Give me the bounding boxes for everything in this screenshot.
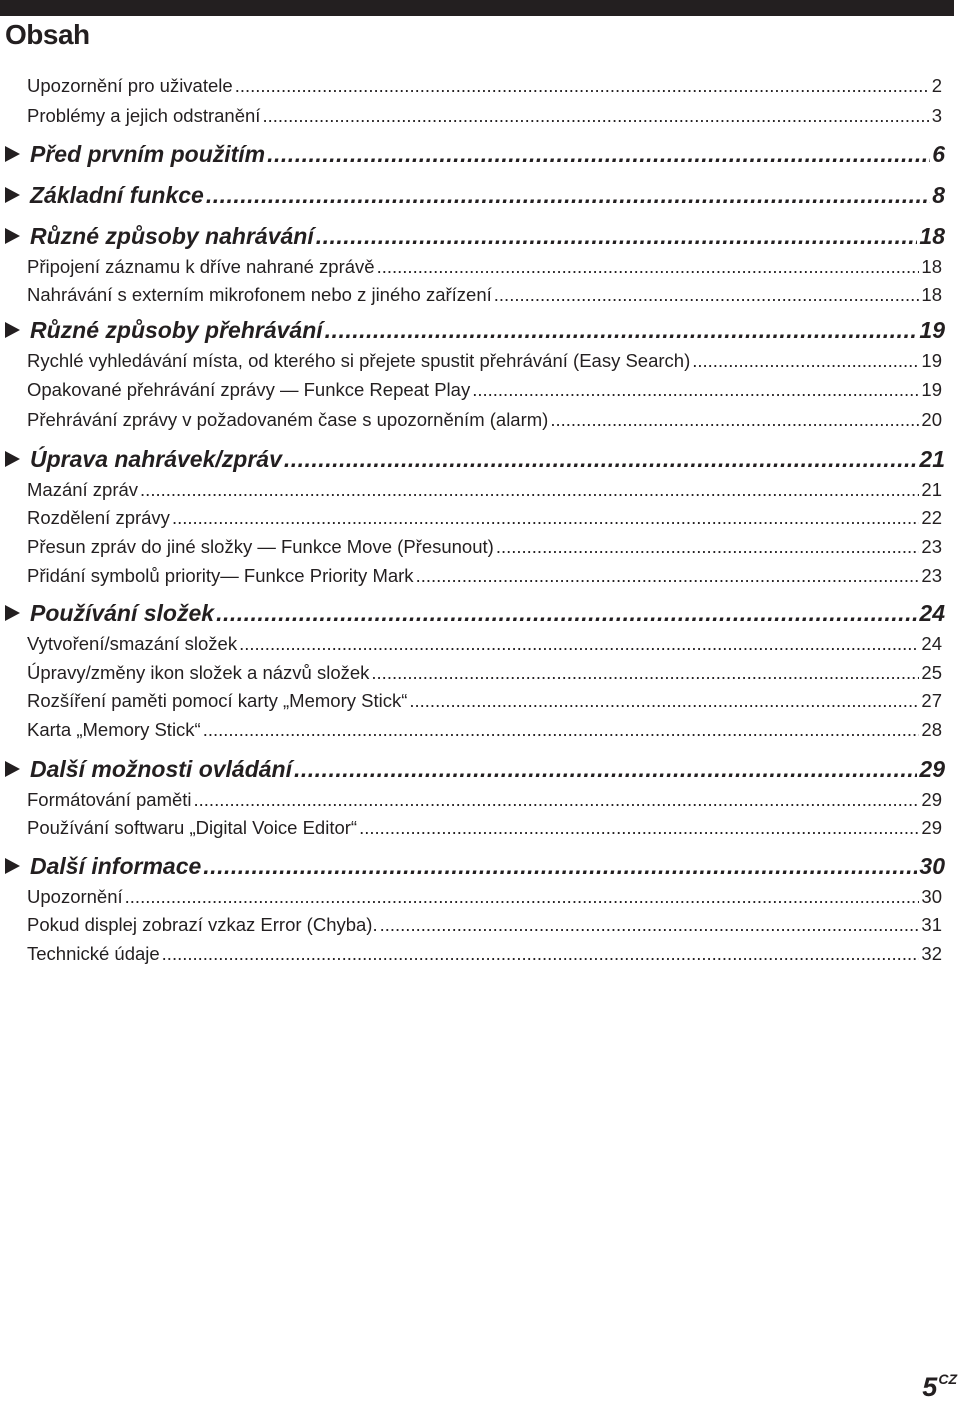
toc-entry-page: 28 — [921, 719, 942, 740]
triangle-arrow-icon — [5, 605, 20, 621]
dot-leader — [371, 661, 919, 685]
toc-entry-page: 19 — [921, 350, 942, 371]
dot-leader — [194, 788, 920, 812]
triangle-arrow-icon — [5, 451, 20, 467]
toc-entry[interactable] — [27, 535, 942, 559]
toc-entry-label: Rozšíření paměti pomocí karty „Memory Stick“ — [27, 690, 408, 711]
toc-entry[interactable] — [27, 283, 942, 307]
toc-entry[interactable] — [27, 942, 942, 966]
toc-entry-page: 32 — [921, 943, 942, 964]
dot-leader — [262, 104, 929, 128]
toc-entry-label: Přidání symbolů priority— Funkce Priority Mark — [27, 565, 414, 586]
toc-entry-label: Mazání zpráv — [27, 479, 139, 500]
triangle-arrow-icon — [5, 761, 20, 777]
toc-entry[interactable] — [27, 104, 942, 128]
toc-entry-page: 20 — [921, 409, 942, 430]
toc-entry[interactable] — [27, 632, 942, 656]
toc-entry-label: Upozornění pro uživatele — [27, 75, 233, 96]
dot-leader — [377, 255, 920, 279]
toc-entry-label: Karta „Memory Stick“ — [27, 719, 201, 740]
page-title: Obsah — [5, 19, 90, 50]
toc-entry[interactable] — [27, 378, 942, 402]
toc-entry-page: 22 — [921, 507, 942, 528]
toc-entry-label: Nahrávání s externím mikrofonem nebo z jiného zařízení — [27, 284, 492, 305]
toc-entry-page: 29 — [921, 817, 942, 838]
page-number-value: 5 — [922, 1372, 938, 1402]
dot-leader — [239, 632, 919, 656]
triangle-arrow-icon — [5, 322, 20, 338]
toc-entry-label: Úprava nahrávek/zpráv — [30, 446, 282, 472]
dot-leader — [162, 942, 920, 966]
toc-entry-page: 29 — [919, 756, 945, 782]
toc-entry-label: Vytvoření/smazání složek — [27, 633, 238, 654]
toc-entry-page: 24 — [921, 633, 942, 654]
toc-section-entry[interactable] — [5, 598, 945, 628]
toc-entry[interactable] — [27, 349, 942, 373]
toc-entry-page: 31 — [921, 914, 942, 935]
toc-entry[interactable] — [27, 74, 942, 98]
page-number — [922, 1372, 957, 1401]
dot-leader — [172, 506, 919, 530]
toc-entry-page: 25 — [921, 662, 942, 683]
toc-entry-page: 23 — [921, 565, 942, 586]
toc-entry-label: Základní funkce — [30, 182, 204, 208]
toc-entry-label: Rychlé vyhledávání místa, od kterého si přejete spustit přehrávání (Easy Search) — [27, 350, 691, 371]
language-code: CZ — [938, 1371, 957, 1387]
toc-entry-label: Rozdělení zprávy — [27, 507, 170, 528]
dot-leader — [316, 221, 918, 251]
toc-entry-label: Přehrávání zprávy v požadovaném čase s upozorněním (alarm) — [27, 409, 549, 430]
toc-entry-label: Upozornění — [27, 886, 123, 907]
toc-entry-page: 19 — [919, 317, 945, 343]
toc-entry-page: 18 — [921, 256, 942, 277]
toc-entry-label: Přesun zpráv do jiné složky — Funkce Move (Přesunout) — [27, 536, 494, 557]
dot-leader — [416, 564, 920, 588]
toc-entry-page: 3 — [931, 105, 942, 126]
toc-section-entry[interactable] — [5, 754, 945, 784]
toc-section-entry[interactable] — [5, 221, 945, 251]
dot-leader — [550, 408, 919, 432]
toc-entry-label: Používání složek — [30, 600, 215, 626]
toc-section-entry[interactable] — [5, 139, 945, 169]
triangle-arrow-icon — [5, 146, 20, 162]
toc-entry-page: 21 — [919, 446, 945, 472]
toc-entry-label: Úpravy/změny ikon složek a názvů složek — [27, 662, 370, 683]
toc-entry[interactable] — [27, 788, 942, 812]
toc-entry[interactable] — [27, 506, 942, 530]
toc-entry-page: 30 — [921, 886, 942, 907]
top-rule — [0, 0, 954, 16]
toc-entry-page: 18 — [921, 284, 942, 305]
toc-entry[interactable] — [27, 718, 942, 742]
toc-entry-label: Další možnosti ovládání — [30, 756, 292, 782]
dot-leader — [216, 598, 917, 628]
toc-entry[interactable] — [27, 478, 942, 502]
toc-entry-page: 8 — [932, 182, 945, 208]
toc-entry-label: Formátování paměti — [27, 789, 192, 810]
dot-leader — [692, 349, 919, 373]
toc-section-entry[interactable] — [5, 851, 945, 881]
toc-entry-page: 30 — [919, 853, 945, 879]
toc-entry[interactable] — [27, 255, 942, 279]
dot-leader — [325, 315, 918, 345]
toc-entry-page: 27 — [921, 690, 942, 711]
dot-leader — [409, 689, 919, 713]
toc-entry-page: 23 — [921, 536, 942, 557]
dot-leader — [494, 283, 920, 307]
toc-entry-label: Před prvním použitím — [30, 141, 266, 167]
dot-leader — [140, 478, 919, 502]
toc-entry[interactable] — [27, 408, 942, 432]
dot-leader — [203, 851, 917, 881]
toc-entry-label: Další informace — [30, 853, 202, 879]
toc-entry-page: 24 — [919, 600, 945, 626]
toc-entry-page: 19 — [921, 379, 942, 400]
triangle-arrow-icon — [5, 228, 20, 244]
toc-entry-label: Připojení záznamu k dříve nahrané zprávě — [27, 256, 375, 277]
dot-leader — [380, 913, 920, 937]
triangle-arrow-icon — [5, 858, 20, 874]
toc-entry[interactable] — [27, 816, 942, 840]
toc-entry[interactable] — [27, 885, 942, 909]
dot-leader — [206, 180, 930, 210]
dot-leader — [294, 754, 917, 784]
toc-entry[interactable] — [27, 913, 942, 937]
toc-entry-page: 2 — [931, 75, 942, 96]
toc-entry-label: Různé způsoby nahrávání — [30, 223, 314, 249]
toc-entry-label: Problémy a jejich odstranění — [27, 105, 261, 126]
toc-entry-page: 6 — [932, 141, 945, 167]
triangle-arrow-icon — [5, 187, 20, 203]
toc-entry[interactable] — [27, 661, 942, 685]
toc-entry-page: 18 — [919, 223, 945, 249]
toc-entry-label: Používání softwaru „Digital Voice Editor“ — [27, 817, 358, 838]
toc-entry[interactable] — [27, 564, 942, 588]
toc-section-entry[interactable] — [5, 444, 945, 474]
toc-entry-label: Pokud displej zobrazí vzkaz Error (Chyba). — [27, 914, 378, 935]
toc-entry-label: Technické údaje — [27, 943, 160, 964]
toc-entry-label: Různé způsoby přehrávání — [30, 317, 323, 343]
dot-leader — [203, 718, 920, 742]
toc-section-entry[interactable] — [5, 180, 945, 210]
dot-leader — [284, 444, 918, 474]
dot-leader — [496, 535, 920, 559]
toc-entry[interactable] — [27, 689, 942, 713]
toc-entry-label: Opakované přehrávání zprávy — Funkce Repeat Play — [27, 379, 471, 400]
toc-entry-page: 29 — [921, 789, 942, 810]
dot-leader — [472, 378, 919, 402]
toc-entry-page: 21 — [921, 479, 942, 500]
dot-leader — [267, 139, 930, 169]
dot-leader — [359, 816, 919, 840]
dot-leader — [235, 74, 930, 98]
dot-leader — [125, 885, 920, 909]
toc-section-entry[interactable] — [5, 315, 945, 345]
